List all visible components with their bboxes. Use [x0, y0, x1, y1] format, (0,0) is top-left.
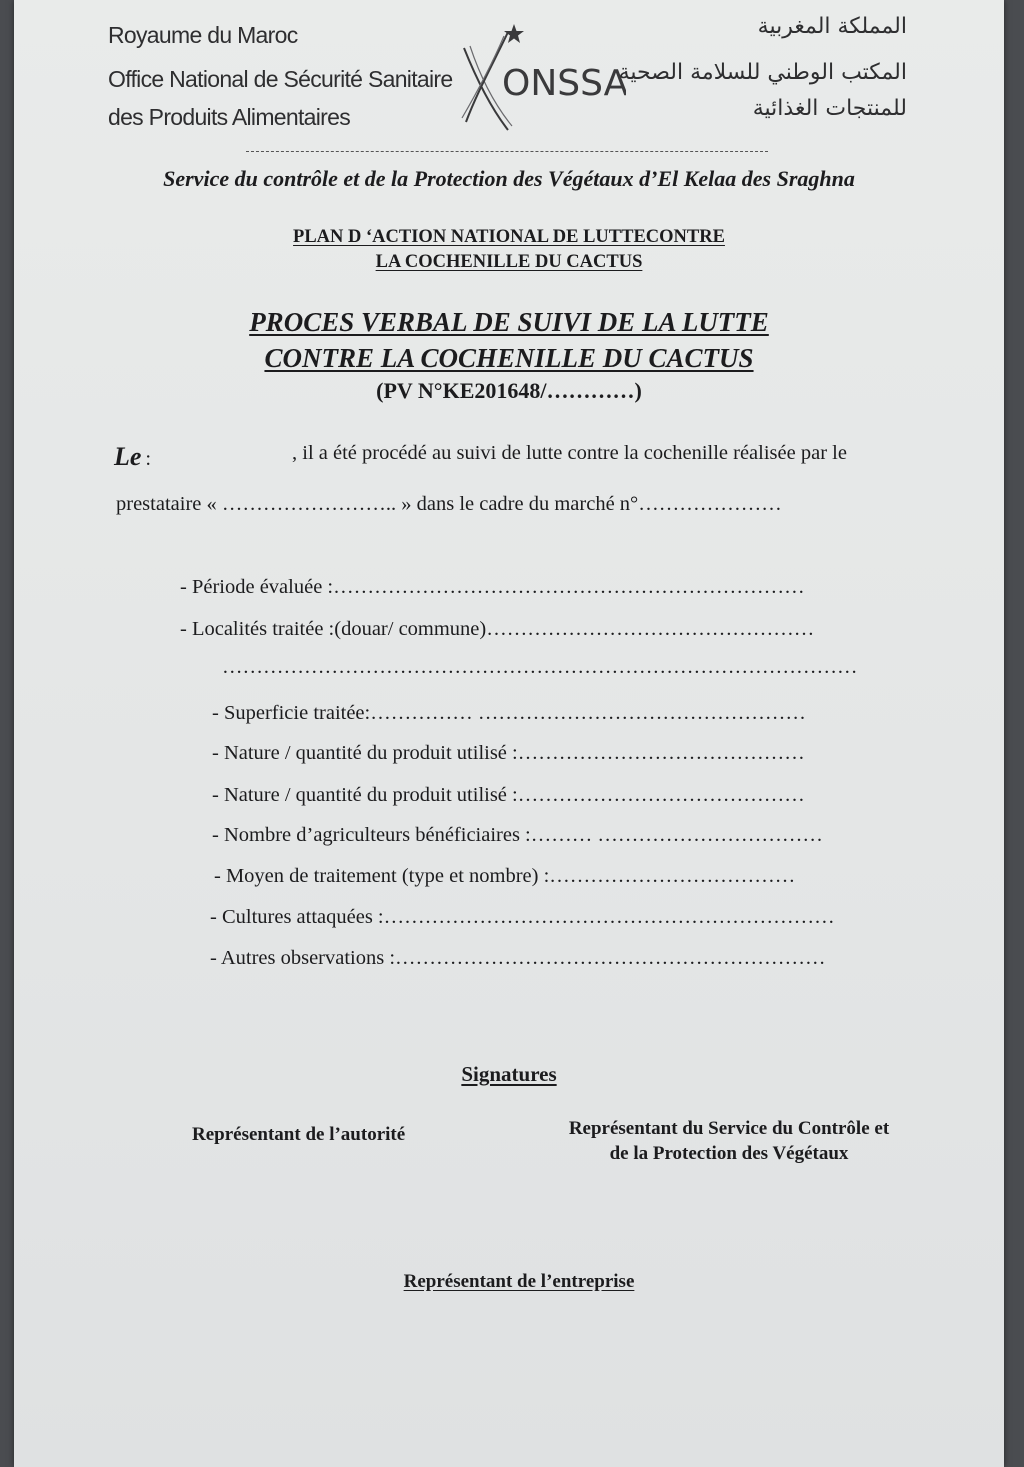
plan-line-1: PLAN D ‘ACTION NATIONAL DE LUTTECONTRE — [293, 227, 725, 247]
signature-authority: Représentant de l’autorité — [192, 1124, 406, 1145]
pv-title-line-2: CONTRE LA COCHENILLE DU CACTUS — [264, 343, 754, 373]
header-office-ar: المكتب الوطني للسلامة الصحية — [618, 60, 907, 85]
plan-line-2: LA COCHENILLE DU CACTUS — [375, 252, 643, 272]
pv-title-line-1: PROCES VERBAL DE SUIVI DE LA LUTTE — [249, 307, 769, 337]
field-localites: - Localités traitée :(douar/ commune)………………………………………… — [180, 618, 815, 640]
field-nombre-agriculteurs: - Nombre d’agriculteurs bénéficiaires :……… …………………………… — [212, 824, 823, 846]
field-superficie: - Superficie traitée:…………… ………………………………………… — [212, 702, 806, 724]
signatures-title: Signatures — [461, 1062, 557, 1086]
signature-company: Représentant de l’entreprise — [403, 1271, 635, 1292]
field-nature-quantite-1: - Nature / quantité du produit utilisé :…………………………………… — [212, 742, 805, 764]
field-cultures-attaquees: - Cultures attaquées :………………………………………………………… — [210, 906, 835, 928]
service-title: Service du contrôle et de la Protection des Végétaux d’El Kelaa des Sraghna — [163, 166, 855, 191]
header-separator — [246, 151, 768, 152]
onssa-logo-mark — [446, 18, 626, 138]
intro-line-2: prestataire « …………………….. » dans le cadre du marché n°………………… — [116, 493, 782, 515]
field-nature-quantite-2: - Nature / quantité du produit utilisé :…………………………………… — [212, 784, 805, 806]
signature-control-service: Représentant du Service du Contrôle et de la Protection des Végétaux — [568, 1118, 890, 1164]
intro-line-1: , il a été procédé au suivi de lutte contre la cochenille réalisée par le — [292, 442, 847, 464]
onssa-logo-text: ONSSA — [502, 63, 626, 104]
header-kingdom-ar: المملكة المغربية — [757, 14, 907, 39]
field-moyen-traitement: - Moyen de traitement (type et nombre) :……………………………… — [214, 865, 796, 887]
header-kingdom-fr: Royaume du Maroc — [108, 22, 298, 48]
header-products-ar: للمنتجات الغذائية — [752, 96, 907, 121]
header-office-fr: Office National de Sécurité Sanitaire — [108, 66, 453, 92]
document-sheet — [14, 0, 1004, 1467]
field-autres-observations: - Autres observations :……………………………………………………… — [210, 947, 826, 969]
header-products-fr: des Produits Alimentaires — [108, 104, 351, 130]
field-periode: - Période évaluée :…………………………………………………………… — [180, 576, 805, 598]
field-localites-continued: ………………………………………………………………………………… — [222, 656, 858, 678]
onssa-logo — [446, 18, 626, 138]
pv-number: (PV N°KE201648/…………) — [376, 378, 642, 403]
le-label: Le : — [114, 442, 152, 471]
